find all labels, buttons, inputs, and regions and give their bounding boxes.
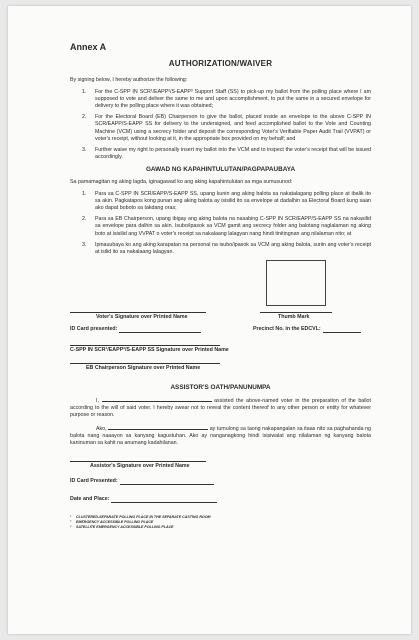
item-text: Ipinauubaya ko ang aking karapatan na personal na isubo/ipasok sa VCM ang aking balota, suriin ang voter's receipt at isilid ito sa nakalaang lalagyan. (95, 241, 371, 255)
item-number: 2. (82, 216, 87, 223)
assistor-signature-line[interactable] (70, 461, 206, 462)
footnote: ¹ CLUSTERED-SEPARATE POLLING PLACE IN THE SEPARATE CASTING ROOM (70, 515, 211, 520)
assistor-id-label: ID Card Presented: (70, 478, 118, 485)
eb-signature-caption: EB Chairperson Signature over Printed Name (86, 364, 201, 371)
voter-signature-caption: Voter's Signature over Printed Name (96, 313, 188, 320)
voter-signature-line[interactable] (70, 312, 206, 313)
item-text: Para sa C-SPP IN SCR/EAPP/S-EAPP SS, upang kunin ang aking balota sa nakatalagang polling place at ibalik ito sa akin. Pagkatapos kong punan ang aking balota ay isisilid ito sa envelope at dadalhin sa Electoral Board kung saan ako dapat boboto sa takdang oras; (95, 191, 371, 212)
list-item (70, 216, 371, 237)
thumb-mark-line (260, 312, 332, 313)
filipino-intro-text: Sa pamamagitan ng aking lagda, iginagawad ko ang aking kapahintulutan sa mga sumusunod: (70, 178, 293, 185)
list-item (70, 191, 371, 212)
footnote: ³ SATELLITE EMERGENCY ACCESSIBLE POLLING PLACE (70, 525, 174, 530)
item-text: Further waive my right to personally insert my ballot into the VCM and to inspect the voter's receipt that will be issued accordingly. (95, 146, 371, 160)
english-items (70, 89, 371, 161)
item-number: 2. (82, 114, 87, 121)
oath-title: ASSISTOR'S OATH/PANUNUMPA (170, 383, 271, 391)
precinct-field[interactable] (253, 326, 361, 333)
item-number: 3. (82, 146, 87, 153)
id-card-blank[interactable] (119, 327, 201, 333)
intro-text: By signing below, I hereby authorize the following: (70, 77, 188, 83)
assistor-section (70, 453, 371, 509)
document-page (8, 6, 411, 634)
oath-section (70, 397, 371, 448)
signature-section (70, 260, 371, 376)
id-card-label: ID Card presented: (70, 325, 118, 332)
eb-signature-line[interactable] (70, 363, 220, 364)
list-item (70, 242, 371, 256)
list-item (70, 89, 371, 110)
annex-label: Annex A (70, 42, 107, 52)
ss-signature-line[interactable] (70, 345, 220, 346)
assistor-signature-caption: Assistor's Signature over Printed Name (90, 463, 190, 470)
oath-filipino (70, 425, 371, 447)
precinct-blank[interactable] (323, 327, 361, 333)
item-text: For the C-SPP IN SCR¹/EAPP²/S-EAPP³ Support Staff (SS) to pick-up my ballot from the polling place where I am supposed to vote and deliver the same to me and upon accomplishment, to put the same in a secured envelope for delivery to the polling place where it was obtained; (95, 89, 371, 110)
id-card-field[interactable] (70, 326, 201, 333)
oath-en-text: assisted the above-named voter in the preparation of the ballot according to the will of said voter. I hereby swear not to reveal the content thereof to any other person or entity for whatever purpose or reason. (70, 397, 371, 418)
filipino-subtitle: GAWAD NG KAPAHINTULUTAN/PAGPAPAUBAYA (145, 165, 296, 173)
item-text: For the Electoral Board (EB) Chairperson to give the ballot, placed inside an envelope to the above C-SPP IN SCR/EAPP/S-EAPP SS for delivery to the undersigned, and feed accomplished ballot to the Vote and Counting Machine (VCM) using a secrecy folder and deposit the corresponding Voter's Verifiable Paper Audit Trail (VVPAT) or voter's receipt, without looking at it, in the appropriate box provided on my behalf; and (95, 114, 371, 142)
thumb-mark-caption: Thumb Mark (278, 313, 310, 320)
item-number: 3. (82, 241, 87, 248)
precinct-label: Precinct No. in the EDCVL: (253, 325, 321, 332)
oath-fil-prefix: Ako, (96, 426, 107, 433)
document-title: AUTHORIZATION/WAIVER (168, 59, 273, 68)
date-place-field[interactable] (70, 496, 217, 503)
assistor-id-blank[interactable] (120, 479, 214, 485)
ss-signature-caption: C-SPP IN SCR¹/EAPP²/S-EAPP SS Signature over Printed Name (70, 346, 229, 353)
thumb-mark-box[interactable] (266, 260, 326, 306)
item-number: 1. (82, 191, 87, 198)
oath-fil-name-blank[interactable] (108, 425, 208, 430)
oath-en-name-blank[interactable] (102, 397, 212, 402)
list-item (70, 147, 371, 161)
assistor-id-field[interactable] (70, 478, 214, 485)
filipino-items (70, 191, 371, 256)
oath-en-prefix: I, (96, 397, 99, 404)
list-item (70, 114, 371, 142)
item-number: 1. (82, 89, 87, 96)
oath-english (70, 397, 371, 419)
date-place-label: Date and Place: (70, 496, 110, 503)
date-place-blank[interactable] (111, 497, 217, 503)
oath-fil-text: ay tumulong sa taong nakapangalan sa itaas nito sa paghahanda ng balota nang naaayon sa kanyang kagustuhan. Ako ay nanganagkong hindi isisiwalat ang nilalaman ng kanyang balota kaninuman sa kahit na anumang kadahilanan. (70, 426, 371, 447)
footnote: ² EMERGENCY ACCESSIBLE POLLING PLACE (70, 520, 154, 525)
item-text: Para sa EB Chairperson, upang ibigay ang aking balota na nasabing C-SPP IN SCR/EAPP/S-EAPP SS na nakasilid sa envelope para dalhin sa akin. Isubo/ipasok sa VCM gamit ang secrecy folder ang balotang naglalaman ng aking boto at isisilid ang VVPAT o voter's receipt sa nakalaang lalagyan nang hindi tinitingnan ang nilalaman nito; at (95, 216, 371, 237)
footnotes (70, 515, 371, 530)
